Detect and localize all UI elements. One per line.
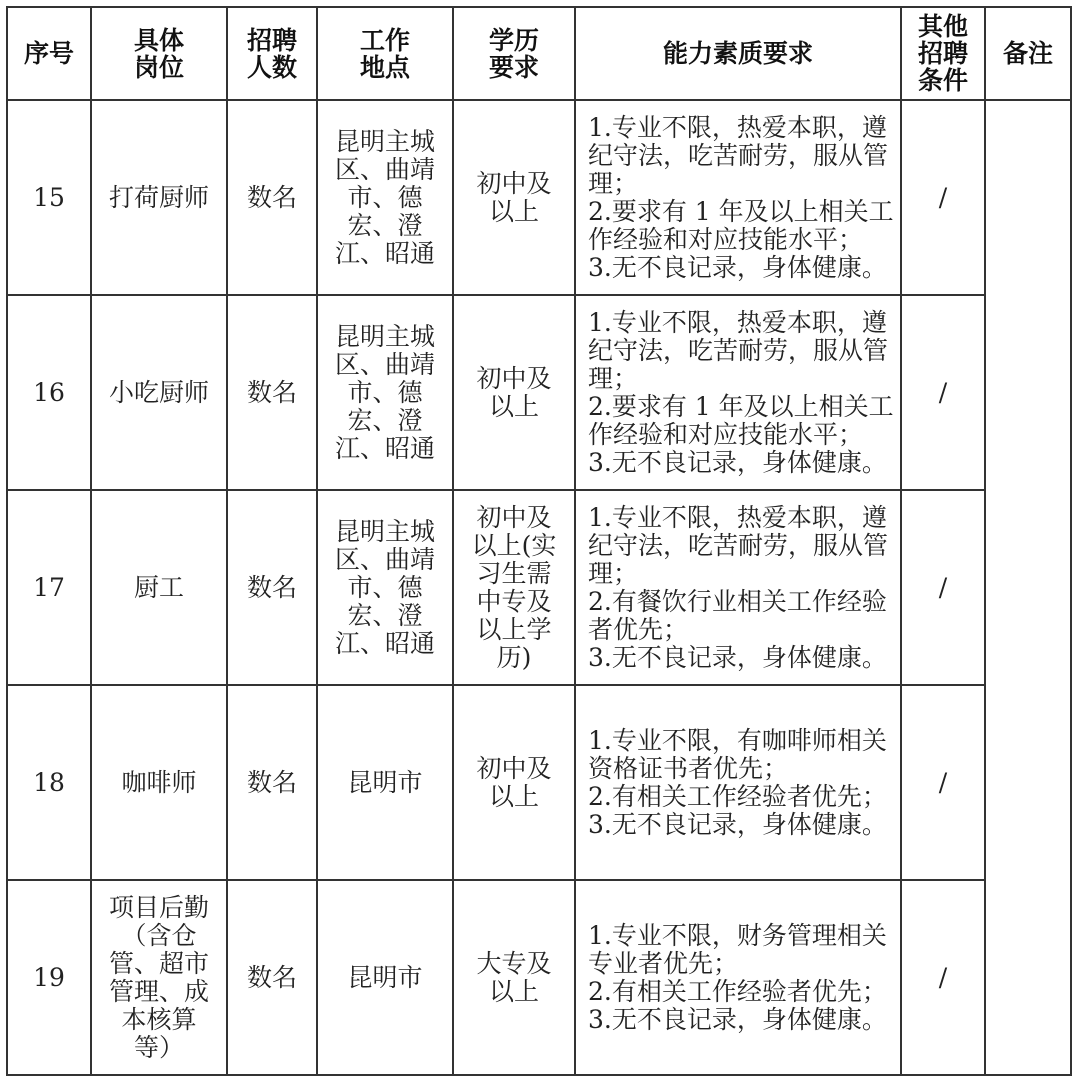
cell-position: 项目后勤（含仓管、超市管理、成本核算等） <box>91 880 227 1075</box>
table-header-row <box>7 7 1071 100</box>
header-location: 工作地点 <box>317 7 453 100</box>
cell-location: 昆明主城区、曲靖市、德宏、澄江、昭通 <box>317 100 453 295</box>
cell-requirements <box>575 100 901 295</box>
cell-count: 数名 <box>227 880 317 1075</box>
recruitment-table-sheet <box>6 6 1072 1074</box>
requirement-item: 1.专业不限，有咖啡师相关资格证书者优先； <box>588 725 887 783</box>
table-row <box>7 880 1071 1075</box>
cell-seq: 19 <box>7 880 91 1075</box>
cell-other: / <box>901 880 985 1075</box>
cell-education: 初中及以上 <box>453 685 575 880</box>
cell-position: 厨工 <box>91 490 227 685</box>
header-requirements: 能力素质要求 <box>575 7 901 100</box>
cell-location: 昆明主城区、曲靖市、德宏、澄江、昭通 <box>317 490 453 685</box>
cell-requirements <box>575 880 901 1075</box>
header-count: 招聘人数 <box>227 7 317 100</box>
cell-location: 昆明市 <box>317 880 453 1075</box>
header-education: 学历要求 <box>453 7 575 100</box>
cell-count: 数名 <box>227 685 317 880</box>
requirement-item: 2.要求有 1 年及以上相关工作经验和对应技能水平； <box>588 391 894 449</box>
cell-seq: 18 <box>7 685 91 880</box>
table-row <box>7 100 1071 295</box>
header-position: 具体岗位 <box>91 7 227 100</box>
requirement-item: 2.有相关工作经验者优先； <box>588 976 887 1006</box>
cell-seq: 16 <box>7 295 91 490</box>
cell-education: 大专及以上 <box>453 880 575 1075</box>
cell-note <box>985 100 1071 1075</box>
requirement-item: 2.有餐饮行业相关工作经验者优先； <box>588 586 887 644</box>
requirement-item: 1.专业不限，热爱本职，遵纪守法，吃苦耐劳，服从管理； <box>588 112 889 198</box>
cell-seq: 17 <box>7 490 91 685</box>
requirement-item: 1.专业不限，财务管理相关专业者优先； <box>588 920 887 978</box>
cell-location: 昆明主城区、曲靖市、德宏、澄江、昭通 <box>317 295 453 490</box>
requirement-item: 2.有相关工作经验者优先； <box>588 781 887 811</box>
requirement-item: 3.无不良记录，身体健康。 <box>588 642 887 672</box>
cell-requirements <box>575 685 901 880</box>
cell-education: 初中及以上 <box>453 295 575 490</box>
cell-requirements <box>575 490 901 685</box>
header-seq: 序号 <box>7 7 91 100</box>
table-row <box>7 685 1071 880</box>
recruitment-table <box>6 6 1072 1076</box>
cell-other: / <box>901 100 985 295</box>
cell-other: / <box>901 685 985 880</box>
cell-position: 小吃厨师 <box>91 295 227 490</box>
cell-position: 打荷厨师 <box>91 100 227 295</box>
cell-education: 初中及以上 <box>453 100 575 295</box>
cell-location: 昆明市 <box>317 685 453 880</box>
requirement-item: 3.无不良记录，身体健康。 <box>588 252 887 282</box>
requirement-item: 1.专业不限，热爱本职，遵纪守法，吃苦耐劳，服从管理； <box>588 307 889 393</box>
requirement-item: 2.要求有 1 年及以上相关工作经验和对应技能水平； <box>588 196 894 254</box>
header-note: 备注 <box>985 7 1071 100</box>
cell-other: / <box>901 490 985 685</box>
header-other: 其他招聘条件 <box>901 7 985 100</box>
cell-count: 数名 <box>227 100 317 295</box>
cell-requirements <box>575 295 901 490</box>
requirement-item: 3.无不良记录，身体健康。 <box>588 809 887 839</box>
table-row <box>7 490 1071 685</box>
requirement-item: 1.专业不限，热爱本职，遵纪守法，吃苦耐劳，服从管理； <box>588 502 889 588</box>
cell-count: 数名 <box>227 490 317 685</box>
requirement-item: 3.无不良记录，身体健康。 <box>588 1004 887 1034</box>
cell-position: 咖啡师 <box>91 685 227 880</box>
cell-other: / <box>901 295 985 490</box>
table-row <box>7 295 1071 490</box>
cell-count: 数名 <box>227 295 317 490</box>
cell-education: 初中及以上(实习生需中专及以上学历) <box>453 490 575 685</box>
cell-seq: 15 <box>7 100 91 295</box>
requirement-item: 3.无不良记录，身体健康。 <box>588 447 887 477</box>
